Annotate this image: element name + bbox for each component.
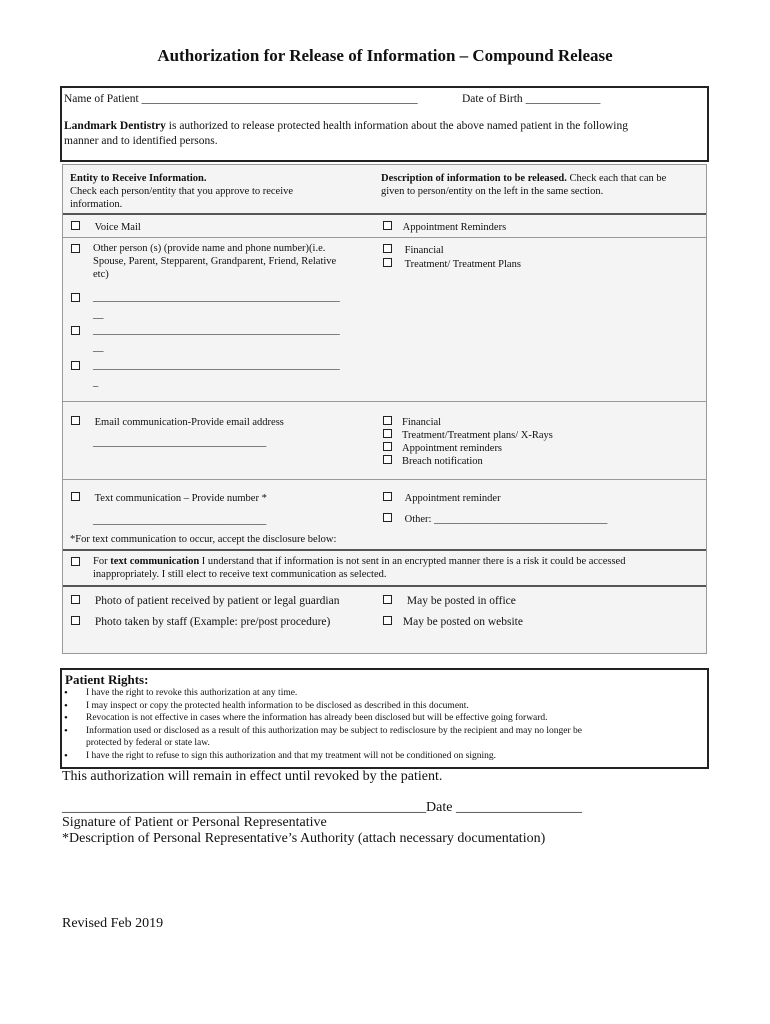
dob-row <box>462 92 600 107</box>
release-table <box>62 164 707 654</box>
photo-office-row <box>383 594 516 609</box>
divider <box>63 585 706 587</box>
email-field[interactable]: _________________________________ <box>93 437 267 448</box>
divider <box>63 401 706 402</box>
text-other-field[interactable]: _________________________________ <box>434 514 608 525</box>
email-label: Email communication-Provide email address <box>94 417 284 428</box>
divider <box>63 237 706 238</box>
other-person-line-1: Other person (s) (provide name and phone number)(i.e. <box>93 243 326 254</box>
photo-office-label: May be posted in office <box>406 595 516 607</box>
photo-patient-row <box>71 594 340 609</box>
email-options <box>383 416 553 468</box>
photo-staff-label: Photo taken by staff (Example: pre/post procedure) <box>94 616 331 628</box>
appointment-reminders-row <box>383 221 506 234</box>
other-person-entry-checkbox[interactable] <box>71 326 80 335</box>
treatment-plans-row <box>383 258 521 271</box>
other-person-entry-2-line <box>93 324 340 359</box>
disclosure-bold: text communication <box>110 556 200 567</box>
text-appointment-label: Appointment reminder <box>404 493 501 504</box>
bullet-icon: • <box>64 687 68 699</box>
text-comm-note: *For text communication to occur, accept the disclosure below: <box>70 534 337 545</box>
rights-item <box>62 750 707 763</box>
other-person-entry-checkbox[interactable] <box>71 293 80 302</box>
revision-date: Revised Feb 2019 <box>62 916 164 931</box>
photo-website-label: May be posted on website <box>402 616 523 628</box>
photo-patient-checkbox[interactable] <box>71 595 80 604</box>
email-row <box>71 416 284 429</box>
description-instructions: Check each that can be <box>566 173 667 184</box>
description-instructions-2: given to person/entity on the left in the same section. <box>381 186 604 197</box>
voicemail-label: Voice Mail <box>94 222 141 233</box>
other-person-entry-3-line <box>93 359 340 394</box>
other-person-entry-checkbox[interactable] <box>71 361 80 370</box>
rights-item-text: I have the right to refuse to sign this authorization and that my treatment will not be conditioned on signing. <box>86 750 496 761</box>
authorization-text: is authorized to release protected health information about the above named patient in the following <box>168 120 628 132</box>
disclosure-checkbox-wrap <box>71 557 80 570</box>
other-person-entry-1-line <box>93 291 340 326</box>
photo-patient-label: Photo of patient received by patient or legal guardian <box>94 595 340 607</box>
patient-rights-box <box>60 668 709 769</box>
authorization-text-2: manner and to identified persons. <box>64 135 218 147</box>
voicemail-checkbox[interactable] <box>71 221 80 230</box>
rights-item-text: Revocation is not effective in cases where the information has already been disclosed but will be effective going forward. <box>86 713 548 723</box>
description-header <box>381 172 703 198</box>
rights-item-text: Information used or disclosed as a result of this authorization may be subject to redisclosure by the recipient and may no longer be <box>86 725 582 736</box>
patient-info-box <box>60 86 709 162</box>
photo-website-checkbox[interactable] <box>383 616 392 625</box>
rights-item <box>62 725 707 750</box>
email-financial-label: Financial <box>402 417 442 428</box>
text-number-field[interactable]: _________________________________ <box>93 515 267 526</box>
email-appointment-label: Appointment reminders <box>402 443 503 454</box>
other-person-entry-tail: _ <box>93 377 99 388</box>
rights-item <box>62 712 707 725</box>
disclosure-line-2: inappropriately. I still elect to receive text communication as selected. <box>93 569 387 580</box>
text-comm-checkbox[interactable] <box>71 492 80 501</box>
rights-item-text: I have the right to revoke this authorization at any time. <box>86 688 298 698</box>
appointment-reminders-label: Appointment Reminders <box>402 222 507 233</box>
disclosure-checkbox[interactable] <box>71 557 80 566</box>
divider <box>63 213 706 215</box>
treatment-plans-checkbox[interactable] <box>383 258 392 267</box>
other-person-entry-1 <box>71 293 80 306</box>
entity-instructions-2: information. <box>70 199 123 210</box>
rights-item <box>62 700 707 713</box>
appointment-reminders-checkbox[interactable] <box>383 221 392 230</box>
email-treatment-checkbox[interactable] <box>383 429 392 438</box>
rights-item-text-cont: protected by federal or state law. <box>86 738 210 748</box>
entity-instructions: Check each person/entity that you approve to receive <box>70 186 294 197</box>
bullet-icon: • <box>64 724 68 737</box>
disclosure-text <box>93 555 698 581</box>
voicemail-row <box>71 221 141 234</box>
financial-checkbox[interactable] <box>383 244 392 253</box>
email-breach-checkbox[interactable] <box>383 455 392 464</box>
rights-item-text: I may inspect or copy the protected health information to be disclosed as described in this document. <box>86 700 469 711</box>
text-appointment-row <box>383 492 501 505</box>
practice-name: Landmark Dentistry <box>64 120 166 132</box>
treatment-plans-label: Treatment/ Treatment Plans <box>404 259 521 270</box>
other-person-entry-tail: __ <box>93 342 104 353</box>
description-heading: Description of information to be released. <box>381 173 567 184</box>
patient-rights-list <box>62 687 707 762</box>
document-title: Authorization for Release of Information – Compound Release <box>157 46 613 65</box>
financial-row <box>383 244 444 257</box>
patient-name-row <box>64 92 418 107</box>
patient-rights-heading: Patient Rights: <box>65 672 149 687</box>
photo-staff-checkbox[interactable] <box>71 616 80 625</box>
text-other-checkbox[interactable] <box>383 513 392 522</box>
divider <box>63 549 706 551</box>
disclosure-prefix: For <box>93 556 111 567</box>
email-breach-label: Breach notification <box>402 456 483 467</box>
email-financial-checkbox[interactable] <box>383 416 392 425</box>
dob-label: Date of Birth <box>462 93 523 105</box>
financial-label: Financial <box>404 245 444 256</box>
representative-description: *Description of Personal Representative’s Authority (attach necessary documentation) <box>62 831 546 846</box>
authorization-statement <box>64 119 704 149</box>
signature-field[interactable]: ____________________________________________________ <box>62 800 426 815</box>
photo-staff-row <box>71 615 330 630</box>
date-label: Date <box>426 800 453 815</box>
email-appointment-checkbox[interactable] <box>383 442 392 451</box>
rights-item <box>62 687 707 700</box>
bullet-icon: • <box>64 749 68 762</box>
photo-office-checkbox[interactable] <box>383 595 392 604</box>
text-other-label: Other: <box>404 514 432 525</box>
text-other-row <box>383 513 607 526</box>
other-person-entry-field[interactable]: _______________________________________________ <box>93 325 340 336</box>
patient-name-label: Name of Patient <box>64 93 139 105</box>
other-person-entry-2 <box>71 326 80 339</box>
email-checkbox[interactable] <box>71 416 80 425</box>
text-appointment-checkbox[interactable] <box>383 492 392 501</box>
email-treatment-label: Treatment/Treatment plans/ X-Rays <box>402 430 553 441</box>
other-person-entry-field[interactable]: _______________________________________________ <box>93 292 340 303</box>
other-person-checkbox[interactable] <box>71 244 80 253</box>
other-person-entry-3 <box>71 361 80 374</box>
authorization-effect: This authorization will remain in effect until revoked by the patient. <box>62 769 443 784</box>
disclosure-line-1: I understand that if information is not sent in an encrypted manner there is a risk it could be accessed <box>199 556 626 567</box>
signature-label: Signature of Patient or Personal Representative <box>62 815 327 830</box>
other-person-line-3: etc) <box>93 269 109 280</box>
date-field[interactable]: __________________ <box>455 800 582 815</box>
photo-website-row <box>383 615 523 630</box>
text-comm-label: Text communication – Provide number * <box>94 493 267 504</box>
text-comm-row <box>71 492 267 505</box>
entity-heading: Entity to Receive Information. <box>70 173 207 184</box>
other-person-row <box>71 244 80 257</box>
other-person-text <box>93 242 373 281</box>
divider <box>63 479 706 480</box>
patient-name-field[interactable]: ________________________________________________ <box>141 93 418 105</box>
other-person-line-2: Spouse, Parent, Stepparent, Grandparent, Friend, Relative <box>93 256 337 267</box>
other-person-entry-field[interactable]: _______________________________________________ <box>93 360 340 371</box>
entity-header <box>70 172 370 211</box>
other-person-entry-tail: __ <box>93 309 104 320</box>
dob-field[interactable]: _____________ <box>525 93 601 105</box>
bullet-icon: • <box>64 699 68 712</box>
bullet-icon: • <box>64 712 68 724</box>
